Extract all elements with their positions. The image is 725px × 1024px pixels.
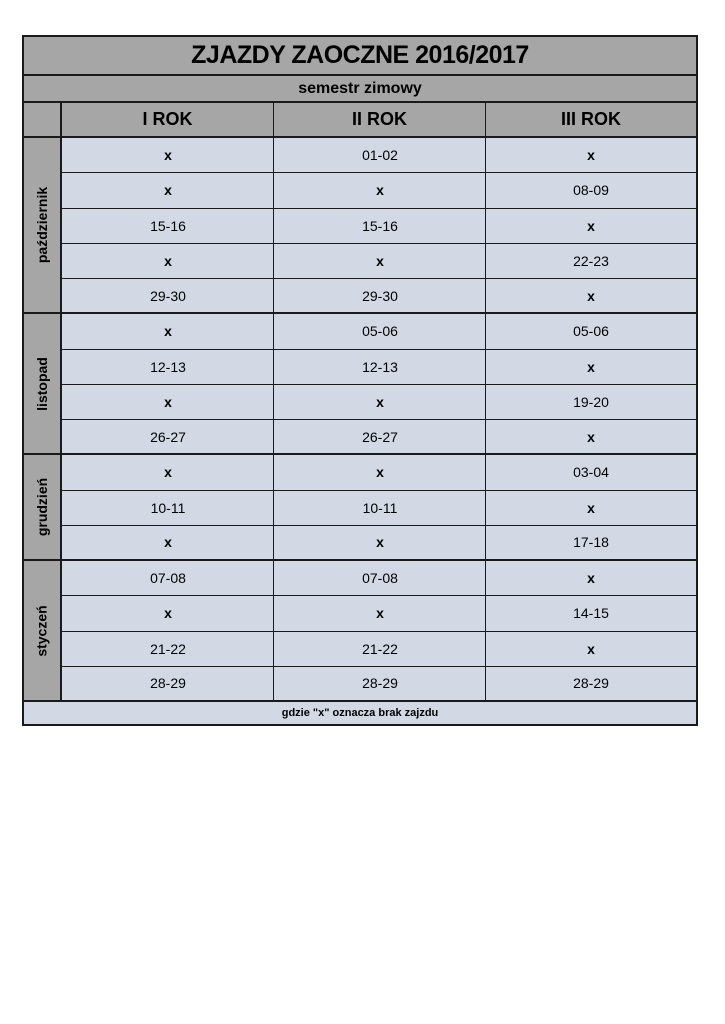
schedule-cell: x [62,385,274,420]
schedule-cell: x [62,314,274,349]
month-name: styczeń [34,604,51,657]
month-label-cell [24,138,62,314]
schedule-cell: 07-08 [62,561,274,596]
schedule-cell: x [486,209,696,244]
schedule-cell: x [486,279,696,314]
schedule-cell: x [486,138,696,173]
schedule-cell: 28-29 [62,667,274,702]
schedule-cell: x [486,491,696,526]
schedule-cell: x [62,596,274,631]
schedule-cell: 22-23 [486,244,696,279]
schedule-cell: x [62,138,274,173]
semester-subtitle: semestr zimowy [24,76,696,103]
column-header-row [24,103,696,138]
schedule-cell: 14-15 [486,596,696,631]
schedule-cell: 26-27 [62,420,274,455]
schedule-cell: x [486,561,696,596]
page-title: ZJAZDY ZAOCZNE 2016/2017 [24,37,696,76]
schedule-cell: 05-06 [274,314,486,349]
schedule-cell: x [274,596,486,631]
schedule-cell: 21-22 [274,632,486,667]
schedule-cell: 29-30 [62,279,274,314]
month-name: październik [34,187,50,264]
schedule-cell: 12-13 [274,350,486,385]
month-label-cell [24,561,62,702]
schedule-cell: 10-11 [274,491,486,526]
schedule-cell: 15-16 [274,209,486,244]
schedule-cell: 19-20 [486,385,696,420]
schedule-cell: x [486,632,696,667]
schedule-cell: x [486,350,696,385]
month-name: listopad [34,356,51,411]
schedule-cell: 08-09 [486,173,696,208]
header-corner [24,103,62,136]
schedule-cell: x [274,526,486,561]
schedule-cell: x [274,385,486,420]
schedule-cell: 05-06 [486,314,696,349]
schedule-cell: 01-02 [274,138,486,173]
schedule-cell: 10-11 [62,491,274,526]
column-header-year-2: II ROK [274,103,486,136]
schedule-cell: x [62,244,274,279]
schedule-cell: x [274,173,486,208]
schedule-cell: 21-22 [62,632,274,667]
month-label-cell [24,314,62,455]
schedule-cell: 26-27 [274,420,486,455]
schedule-cell: x [62,455,274,490]
schedule-cell: x [62,173,274,208]
schedule-cell: x [62,526,274,561]
schedule-cell: x [274,244,486,279]
schedule-grid [24,138,696,702]
month-name: grudzień [34,477,50,537]
schedule-cell: 28-29 [486,667,696,702]
column-divider [273,138,274,702]
month-label-cell [24,455,62,561]
column-divider [485,138,486,702]
schedule-cell: 17-18 [486,526,696,561]
schedule-cell: x [274,455,486,490]
column-header-year-1: I ROK [62,103,274,136]
schedule-cell: 03-04 [486,455,696,490]
schedule-cell: x [486,420,696,455]
schedule-cell: 15-16 [62,209,274,244]
column-header-year-3: III ROK [560,109,621,129]
schedule-table [22,35,698,726]
schedule-cell: 29-30 [274,279,486,314]
schedule-cell: 12-13 [62,350,274,385]
legend-note: gdzie "x" oznacza brak zajzdu [281,707,439,719]
schedule-cell: 28-29 [274,667,486,702]
schedule-cell: 07-08 [274,561,486,596]
